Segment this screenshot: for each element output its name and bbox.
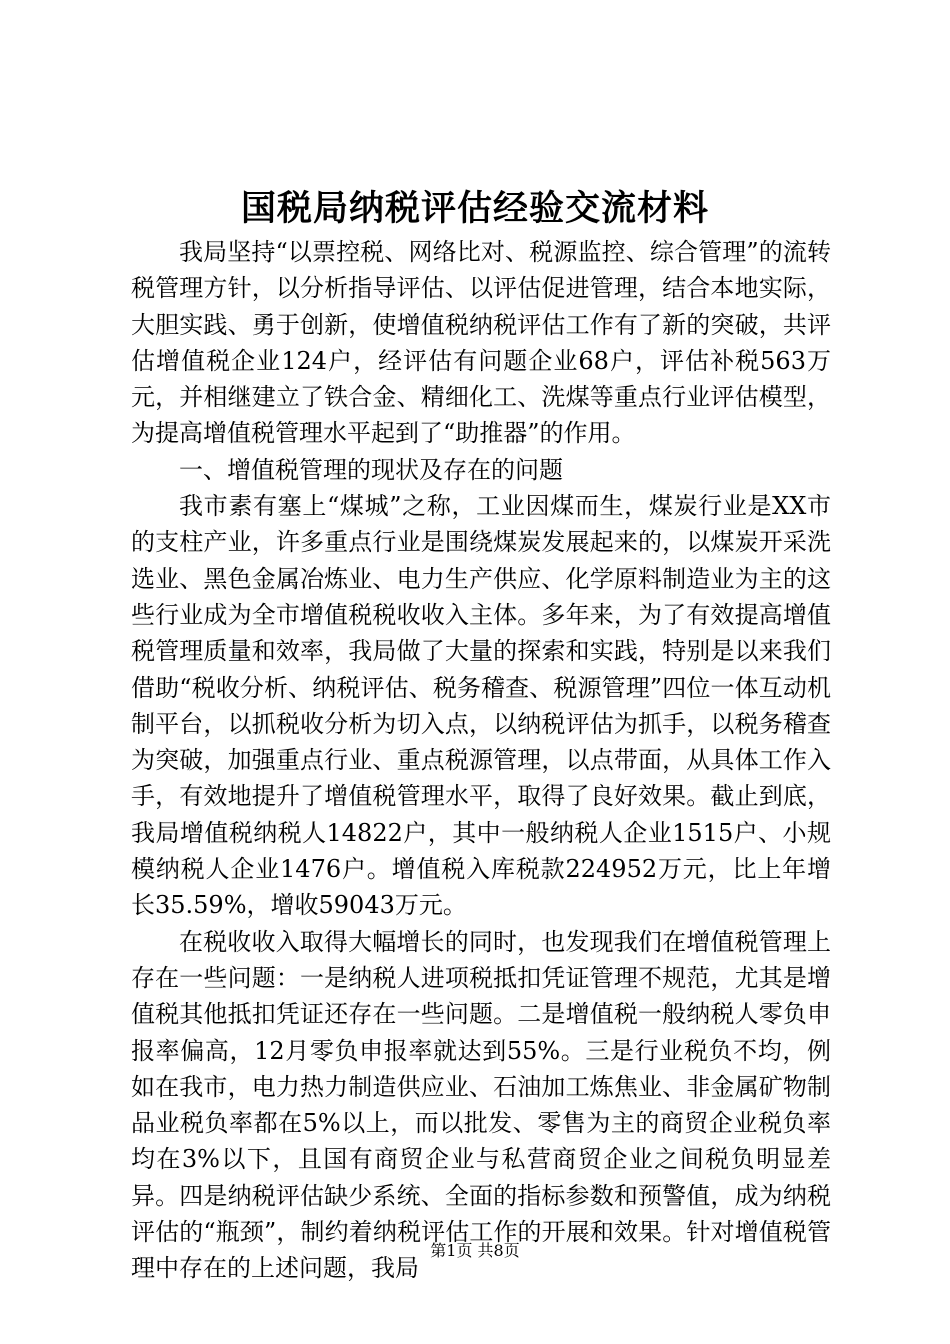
paragraph-status: 我市素有塞上“煤城”之称，工业因煤而生，煤炭行业是XX市的支柱产业，许多重点行业是围绕煤炭发展起来的，以煤炭开采洗选业、黑色金属冶炼业、电力生产供应、化学原料制造业为主的这些行业成为全市增值税税收收入主体。多年来，为了有效提高增值税管理质量和效率，我局做了大量的探索和实践，特别是以来我们借助“税收分析、纳税评估、税务稽查、税源管理”四位一体互动机制平台，以抓税收分析为切入点，以纳税评估为抓手，以税务稽查为突破，加强重点行业、重点税源管理，以点带面，从具体工作入手，有效地提升了增值税管理水平，取得了良好效果。截止到底，我局增值税纳税人14822户，其中一般纳税人企业1515户、小规模纳税人企业1476户。增值税入库税款224952万元，比上年增长35.59%，增收59043万元。 [131,492,831,920]
paragraph-intro: 我局坚持“以票控税、网络比对、税源监控、综合管理”的流转税管理方针，以分析指导评估、以评估促进管理，结合本地实际，大胆实践、勇于创新，使增值税纳税评估工作有了新的突破，共评估增值税企业124户，经评估有问题企业68户，评估补税563万元，并相继建立了铁合金、精细化工、洗煤等重点行业评估模型，为提高增值税管理水平起到了“助推器”的作用。 [131,238,831,448]
document-body [131,234,831,1287]
page-footer: 第1页 共8页 [430,1241,520,1260]
section-heading-1: 一、增值税管理的现状及存在的问题 [179,455,563,484]
paragraph-problems: 在税收收入取得大幅增长的同时，也发现我们在增值税管理上存在一些问题：一是纳税人进项税抵扣凭证管理不规范，尤其是增值税其他抵扣凭证还存在一些问题。二是增值税一般纳税人零负申报率偏高，12月零负申报率就达到55%。三是行业税负不均，例如在我市，电力热力制造供应业、石油加工炼焦业、非金属矿物制品业税负率都在5%以上，而以批发、零售为主的商贸企业税负率均在3%以下，且国有商贸企业与私营商贸企业之间税负明显差异。四是纳税评估缺少系统、全面的指标参数和预警值，成为纳税评估的“瓶颈”，制约着纳税评估工作的开展和效果。针对增值税管理中存在的上述问题，我局 [131,927,831,1283]
document-title: 国税局纳税评估经验交流材料 [240,188,709,229]
